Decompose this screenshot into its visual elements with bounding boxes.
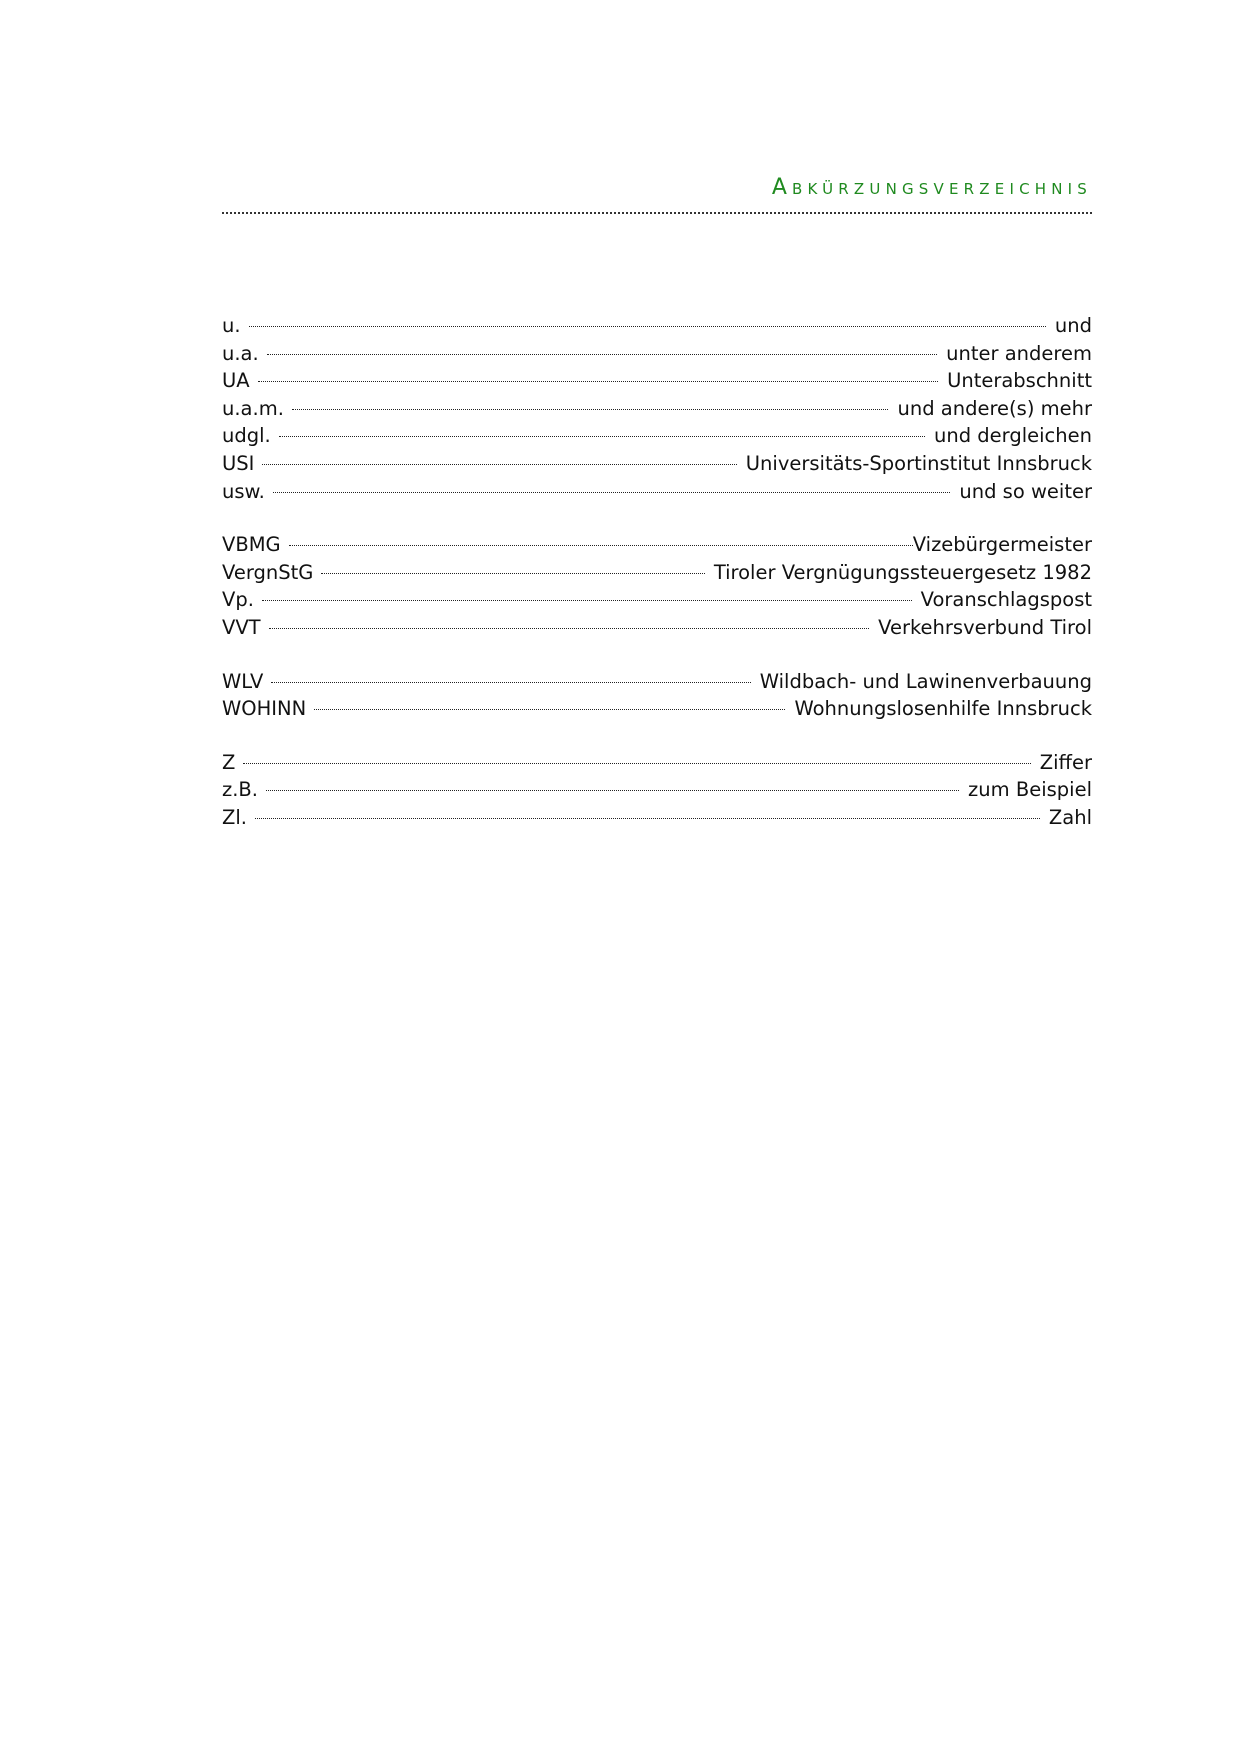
dot-leader bbox=[271, 682, 750, 683]
abbreviation-entry bbox=[222, 695, 1092, 723]
abbreviation-meaning: und andere(s) mehr bbox=[897, 396, 1092, 420]
abbreviation-term: VBMG bbox=[222, 533, 281, 557]
abbreviation-entry bbox=[222, 395, 1092, 423]
abbreviation-term: WLV bbox=[222, 669, 264, 693]
abbreviation-entry bbox=[222, 312, 1092, 340]
abbreviation-meaning: Universitäts-Sportinstitut Innsbruck bbox=[745, 451, 1092, 475]
abbreviation-entry bbox=[222, 804, 1092, 832]
abbreviation-entry bbox=[222, 586, 1092, 614]
abbreviation-term: Vp. bbox=[222, 588, 254, 612]
page-title-rest: BKÜRZUNGSVERZEICHNIS bbox=[791, 180, 1092, 198]
dot-leader bbox=[269, 628, 870, 629]
abbreviation-entry bbox=[222, 422, 1092, 450]
abbreviation-term: Z bbox=[222, 750, 236, 774]
abbreviation-term: u.a. bbox=[222, 341, 259, 365]
abbreviation-list bbox=[222, 312, 1092, 858]
dot-leader bbox=[267, 354, 937, 355]
dot-leader bbox=[262, 600, 912, 601]
page-header bbox=[222, 176, 1092, 216]
abbreviation-term: USI bbox=[222, 451, 255, 475]
abbreviation-entry bbox=[222, 559, 1092, 587]
abbreviation-term: WOHINN bbox=[222, 697, 307, 721]
dot-leader bbox=[255, 818, 1040, 819]
dot-leader bbox=[273, 492, 951, 493]
abbreviation-meaning: Vizebürgermeister bbox=[912, 533, 1092, 557]
page-title bbox=[772, 176, 1092, 201]
dot-leader bbox=[321, 573, 704, 574]
abbreviation-term: Zl. bbox=[222, 805, 247, 829]
abbreviation-term: z.B. bbox=[222, 778, 259, 802]
abbreviation-entry bbox=[222, 749, 1092, 777]
dot-leader bbox=[292, 409, 889, 410]
dot-leader bbox=[243, 763, 1030, 764]
dot-leader bbox=[249, 326, 1046, 327]
abbreviation-meaning: Voranschlagspost bbox=[920, 588, 1092, 612]
abbreviation-entry bbox=[222, 450, 1092, 478]
abbreviation-group-u bbox=[222, 312, 1092, 505]
abbreviation-meaning: Verkehrsverbund Tirol bbox=[878, 615, 1092, 639]
abbreviation-term: udgl. bbox=[222, 424, 271, 448]
abbreviation-meaning: Wohnungslosenhilfe Innsbruck bbox=[794, 697, 1092, 721]
abbreviation-meaning: Tiroler Vergnügungssteuergesetz 1982 bbox=[713, 560, 1092, 584]
dot-leader bbox=[289, 545, 913, 546]
header-dotted-rule bbox=[222, 212, 1092, 214]
abbreviation-entry bbox=[222, 614, 1092, 642]
dot-leader bbox=[279, 436, 925, 437]
abbreviation-meaning: und so weiter bbox=[959, 479, 1092, 503]
abbreviation-entry bbox=[222, 478, 1092, 506]
dot-leader bbox=[314, 709, 785, 710]
dot-leader bbox=[262, 464, 736, 465]
abbreviation-term: VVT bbox=[222, 615, 261, 639]
abbreviation-meaning: zum Beispiel bbox=[968, 778, 1092, 802]
abbreviation-entry bbox=[222, 340, 1092, 368]
abbreviation-group-w bbox=[222, 668, 1092, 723]
abbreviation-meaning: und dergleichen bbox=[934, 424, 1092, 448]
abbreviation-entry bbox=[222, 668, 1092, 696]
page-title-initial: A bbox=[771, 175, 792, 200]
abbreviation-term: u. bbox=[222, 314, 241, 337]
abbreviation-meaning: unter anderem bbox=[946, 341, 1092, 365]
dot-leader bbox=[266, 790, 959, 791]
abbreviation-term: usw. bbox=[222, 479, 265, 503]
abbreviation-entry bbox=[222, 776, 1092, 804]
abbreviation-group-z bbox=[222, 749, 1092, 832]
abbreviation-entry bbox=[222, 367, 1092, 395]
abbreviation-meaning: Zahl bbox=[1048, 805, 1092, 829]
abbreviation-term: VergnStG bbox=[222, 560, 314, 584]
abbreviation-meaning: Wildbach- und Lawinenverbauung bbox=[759, 669, 1092, 693]
abbreviation-group-v bbox=[222, 531, 1092, 641]
abbreviation-term: UA bbox=[222, 369, 250, 393]
abbreviation-term: u.a.m. bbox=[222, 396, 284, 420]
abbreviation-meaning: Ziffer bbox=[1039, 750, 1092, 774]
dot-leader bbox=[258, 381, 938, 382]
abbreviation-meaning: Unterabschnitt bbox=[947, 369, 1092, 393]
abbreviation-meaning: und bbox=[1054, 314, 1092, 337]
abbreviation-entry bbox=[222, 531, 1092, 559]
